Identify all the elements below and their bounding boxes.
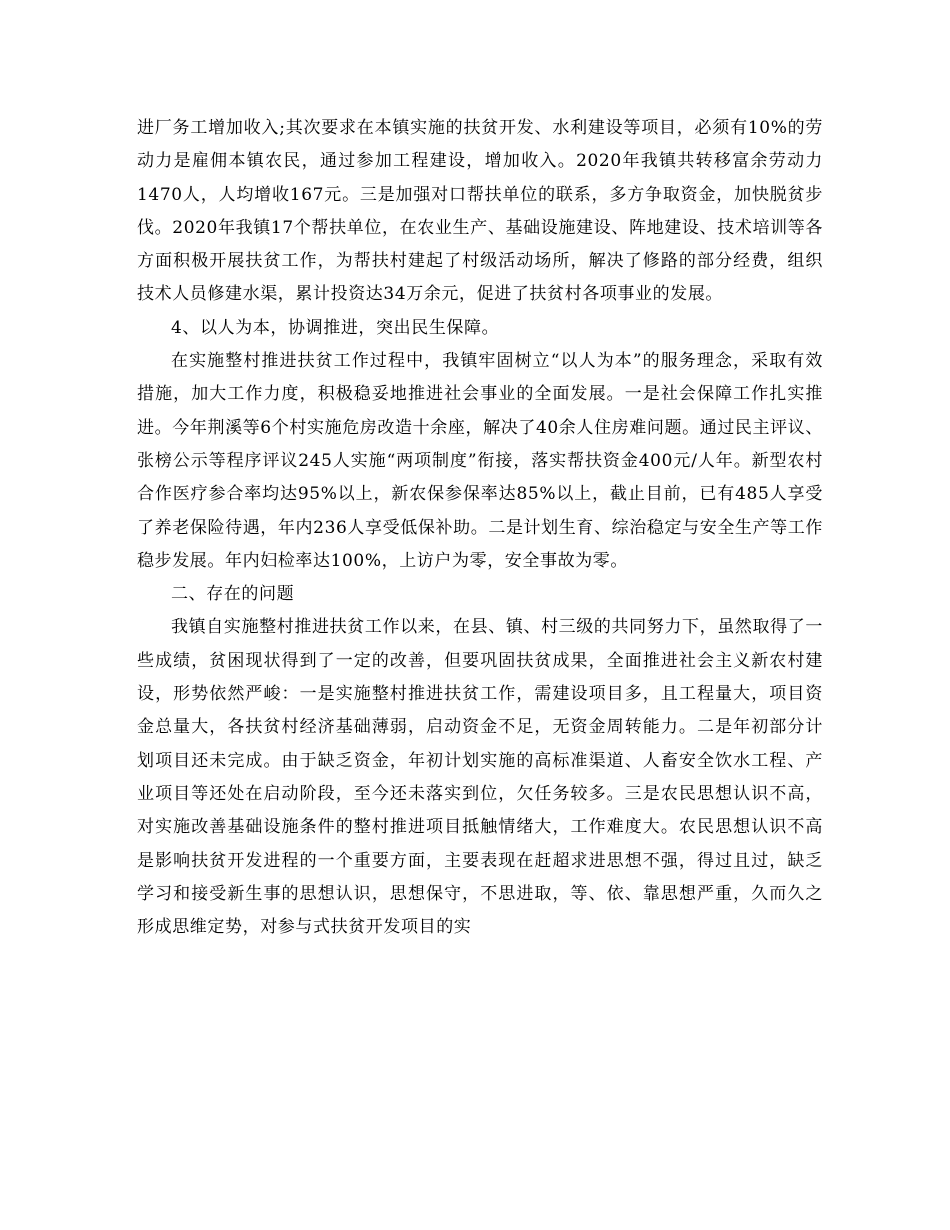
paragraph-3: 在实施整村推进扶贫工作过程中，我镇牢固树立“以人为本”的服务理念，采取有效措施，加大工作力度，积极稳妥地推进社会事业的全面发展。一是社会保障工作扎实推进。今年荆溪等6个村实施危房改造十余座，解决了40余人住房难问题。通过民主评议、张榜公示等程序评议245人实施“两项制度”衔接，落实帮扶资金400元/人年。新型农村合作医疗参合率均达95%以上，新农保参保率达85%以上，截止目前，已有485人享受了养老保险待遇，年内236人享受低保补助。二是计划生育、综治稳定与安全生产等工作稳步发展。年内妇检率达100%，上访户为零，安全事故为零。 [137, 351, 823, 571]
paragraph-1: 进厂务工增加收入;其次要求在本镇实施的扶贫开发、水利建设等项目，必须有10%的劳动力是雇佣本镇农民，通过参加工程建设，增加收入。2020年我镇共转移富余劳动力1470人，人均增收167元。三是加强对口帮扶单位的联系，多方争取资金，加快脱贫步伐。2020年我镇17个帮扶单位，在农业生产、基础设施建设、阵地建设、技术培训等各方面积极开展扶贫工作，为帮扶村建起了村级活动场所，解决了修路的部分经费，组织技术人员修建水渠，累计投资达34万余元，促进了扶贫村各项事业的发展。 [137, 118, 823, 305]
document-page [137, 112, 823, 944]
paragraph-5: 我镇自实施整村推进扶贫工作以来，在县、镇、村三级的共同努力下，虽然取得了一些成绩，贫困现状得到了一定的改善，但要巩固扶贫成果，全面推进社会主义新农村建设，形势依然严峻：一是实施整村推进扶贫工作，需建设项目多，且工程量大，项目资金总量大，各扶贫村经济基础薄弱，启动资金不足，无资金周转能力。二是年初部分计划项目还未完成。由于缺乏资金，年初计划实施的高标准渠道、人畜安全饮水工程、产业项目等还处在启动阶段，至今还未落实到位，欠任务较多。三是农民思想认识不高，对实施改善基础设施条件的整村推进项目抵触情绪大，工作难度大。农民思想认识不高是影响扶贫开发进程的一个重要方面，主要表现在赶超求进思想不强，得过且过，缺乏学习和接受新生事的思想认识，思想保守，不思进取，等、依、靠思想严重，久而久之形成思维定势，对参与式扶贫开发项目的实 [137, 617, 823, 938]
section-heading-4: 4、以人为本，协调推进，突出民生保障。 [171, 317, 500, 338]
section-heading-problems: 二、存在的问题 [171, 584, 295, 605]
